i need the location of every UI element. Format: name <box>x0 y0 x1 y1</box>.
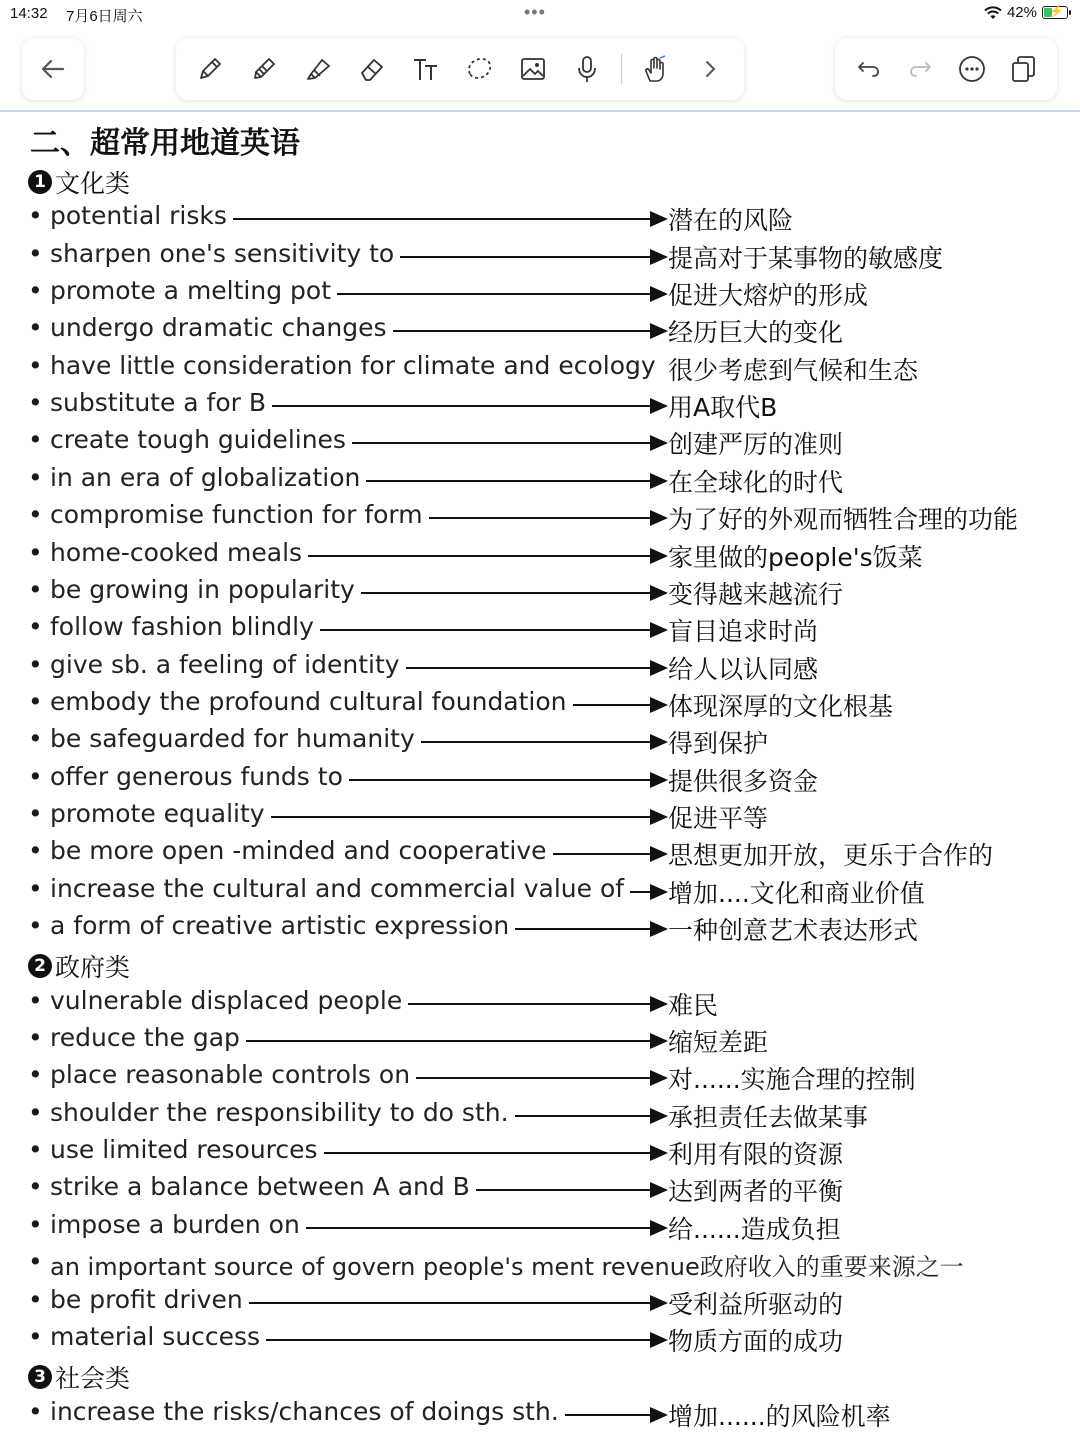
arrow-icon <box>320 629 666 631</box>
chinese-translation: 增加......的风险机率 <box>668 1401 891 1431</box>
arrow-icon <box>515 928 666 930</box>
pen-icon <box>195 54 225 84</box>
action-group <box>835 38 1057 100</box>
arrow-icon <box>565 1414 666 1416</box>
chinese-translation: 难民 <box>668 990 719 1020</box>
toolbar <box>0 28 1080 112</box>
wifi-icon <box>984 6 1002 20</box>
arrow-icon <box>416 1077 666 1079</box>
english-phrase: be growing in popularity <box>50 574 355 604</box>
english-phrase: be safeguarded for humanity <box>50 724 415 754</box>
list-item <box>28 1210 1068 1246</box>
bullet-icon: • <box>28 1396 43 1426</box>
list-item <box>28 538 1068 574</box>
undo-icon <box>854 54 884 84</box>
list-item <box>28 239 1068 275</box>
bullet-icon: • <box>28 873 43 903</box>
chinese-translation: 经历巨大的变化 <box>668 318 844 348</box>
redo-icon <box>905 54 935 84</box>
highlighter-tool-button[interactable] <box>298 49 338 89</box>
list-item <box>28 500 1068 536</box>
toolbar-separator <box>621 54 622 84</box>
arrow-icon <box>421 741 666 743</box>
list-item <box>28 425 1068 461</box>
arrow-icon <box>352 442 666 444</box>
arrow-icon <box>349 779 666 781</box>
chinese-translation: 体现深厚的文化根基 <box>668 691 894 721</box>
bullet-icon: • <box>28 1247 43 1277</box>
arrow-icon <box>246 1040 666 1042</box>
more-tools-button[interactable] <box>690 49 730 89</box>
bullet-icon: • <box>28 798 43 828</box>
english-phrase: promote a melting pot <box>50 276 331 306</box>
english-phrase: be profit driven <box>50 1284 243 1314</box>
chinese-translation: 达到两者的平衡 <box>668 1177 844 1207</box>
status-bar <box>0 0 1080 28</box>
chinese-translation: 促进平等 <box>668 803 769 833</box>
pages-button[interactable] <box>1003 49 1043 89</box>
list-item <box>28 463 1068 499</box>
status-date: 7月6日周六 <box>66 8 143 25</box>
arrow-icon <box>266 1339 666 1341</box>
chinese-translation: 增加....文化和商业价值 <box>668 878 925 908</box>
chinese-translation: 承担责任去做某事 <box>668 1102 869 1132</box>
battery-icon: ⚡ <box>1042 6 1068 19</box>
english-phrase: increase the risks/chances of doings sth. <box>50 1396 559 1426</box>
list-item <box>28 276 1068 312</box>
hand-tool-button[interactable] <box>636 49 676 89</box>
arrow-icon <box>476 1189 666 1191</box>
more-icon <box>957 54 987 84</box>
list-item <box>28 1023 1068 1059</box>
bullet-icon: • <box>28 574 43 604</box>
chinese-translation: 用A取代B <box>668 393 778 423</box>
arrow-icon <box>429 517 666 519</box>
english-phrase: create tough guidelines <box>50 425 346 455</box>
bullet-icon: • <box>28 836 43 866</box>
english-phrase: offer generous funds to <box>50 761 343 791</box>
bullet-icon: • <box>28 350 43 380</box>
chinese-translation: 家里做的people's饭菜 <box>668 542 923 572</box>
section-header <box>28 1359 130 1395</box>
section-title: 政府类 <box>55 953 131 983</box>
pencil-tool-button[interactable] <box>244 49 284 89</box>
list-item <box>28 762 1068 798</box>
list-item <box>28 201 1068 237</box>
english-phrase: place reasonable controls on <box>50 1060 411 1090</box>
list-item <box>28 874 1068 910</box>
chevron-right-icon <box>695 54 725 84</box>
english-phrase: impose a burden on <box>50 1209 300 1239</box>
chinese-translation: 得到保护 <box>668 729 769 759</box>
section-title: 文化类 <box>55 169 131 198</box>
list-item <box>28 799 1068 835</box>
list-item <box>28 836 1068 872</box>
bullet-icon: • <box>28 313 43 343</box>
chinese-translation: 思想更加开放，更乐于合作的 <box>668 841 994 871</box>
bullet-icon: • <box>28 1284 43 1314</box>
pencil-icon <box>249 54 279 84</box>
chinese-translation: 促进大熔炉的形成 <box>668 281 869 311</box>
microphone-tool-button[interactable] <box>567 49 607 89</box>
english-phrase: strike a balance between A and B <box>50 1172 470 1202</box>
chinese-translation: 利用有限的资源 <box>668 1140 844 1170</box>
list-item <box>28 650 1068 686</box>
more-options-button[interactable] <box>952 49 992 89</box>
arrow-icon <box>233 218 666 220</box>
english-phrase: undergo dramatic changes <box>50 313 387 343</box>
list-item <box>28 1247 1068 1283</box>
pages-icon <box>1008 54 1038 84</box>
arrow-icon <box>366 480 666 482</box>
undo-button[interactable] <box>849 49 889 89</box>
english-phrase: shoulder the responsibility to do sth. <box>50 1097 509 1127</box>
bullet-icon: • <box>28 724 43 754</box>
toolbar-divider <box>0 110 1080 112</box>
section-number-badge: 2 <box>28 954 52 978</box>
bullet-icon: • <box>28 1023 43 1053</box>
english-phrase: give sb. a feeling of identity <box>50 649 400 679</box>
bullet-icon: • <box>28 911 43 940</box>
bullet-icon: • <box>28 425 43 455</box>
english-phrase: embody the profound cultural foundation <box>50 686 567 716</box>
english-phrase: promote equality <box>50 798 265 828</box>
english-phrase: a form of creative artistic expression <box>50 911 510 940</box>
tool-palette <box>176 38 744 100</box>
bullet-icon: • <box>28 761 43 791</box>
english-phrase: home-cooked meals <box>50 537 303 567</box>
english-phrase: compromise function for form <box>50 500 423 530</box>
bullet-icon: • <box>28 612 43 642</box>
section-header <box>28 948 130 984</box>
microphone-icon <box>572 54 602 84</box>
chinese-translation: 在全球化的时代 <box>668 467 844 497</box>
arrow-icon <box>400 256 666 258</box>
list-item <box>28 1060 1068 1096</box>
bullet-icon: • <box>28 462 43 492</box>
arrow-icon <box>630 891 666 893</box>
bullet-icon: • <box>28 500 43 530</box>
chinese-translation: 盲目追求时尚 <box>668 617 819 647</box>
multitasking-dots[interactable]: ••• <box>524 2 546 22</box>
arrow-icon <box>306 1227 666 1229</box>
chinese-translation: 提高对于某事物的敏感度 <box>668 243 944 273</box>
english-phrase: an important source of govern people's ment revenue政府收入的重要来源之一 <box>50 1253 964 1282</box>
text-icon <box>411 54 441 84</box>
image-icon <box>518 54 548 84</box>
arrow-icon <box>393 330 667 332</box>
english-phrase: reduce the gap <box>50 1023 240 1053</box>
list-item <box>28 1098 1068 1134</box>
bullet-icon: • <box>28 1209 43 1239</box>
battery-percent: 42% <box>1006 4 1037 21</box>
english-phrase: vulnerable displaced people <box>50 985 403 1015</box>
list-item <box>28 986 1068 1022</box>
text-tool-button[interactable] <box>406 49 446 89</box>
list-item <box>28 724 1068 760</box>
list-item <box>28 575 1068 611</box>
bullet-icon: • <box>28 649 43 679</box>
list-item <box>28 351 1068 387</box>
bullet-icon: • <box>28 985 43 1015</box>
back-arrow-icon <box>39 55 67 83</box>
bullet-icon: • <box>28 1097 43 1127</box>
arrow-icon <box>324 1152 666 1154</box>
bullet-icon: • <box>28 1321 43 1351</box>
list-item <box>28 1397 1068 1433</box>
lasso-tool-button[interactable] <box>459 49 499 89</box>
bullet-icon: • <box>28 1172 43 1202</box>
bullet-icon: • <box>28 388 43 418</box>
image-tool-button[interactable] <box>513 49 553 89</box>
arrow-icon <box>271 816 666 818</box>
list-item <box>28 1135 1068 1171</box>
chinese-translation: 物质方面的成功 <box>668 1326 844 1356</box>
section-number-badge: 1 <box>28 170 52 194</box>
chinese-translation: 对......实施合理的控制 <box>668 1065 916 1095</box>
hand-icon <box>641 54 671 84</box>
arrow-icon <box>308 555 666 557</box>
section-number-badge: 3 <box>28 1365 52 1389</box>
chinese-translation: 很少考虑到气候和生态 <box>668 355 919 385</box>
english-phrase: follow fashion blindly <box>50 612 314 642</box>
arrow-icon <box>249 1302 666 1304</box>
english-phrase: increase the cultural and commercial value of <box>50 873 625 903</box>
chinese-translation: 创建严厉的准则 <box>668 430 844 460</box>
arrow-icon <box>515 1115 666 1117</box>
highlighter-icon <box>303 54 333 84</box>
bullet-icon: • <box>28 1060 43 1090</box>
list-item <box>28 911 1068 947</box>
english-phrase: have little consideration for climate and ecology <box>50 350 656 380</box>
chinese-translation: 提供很多资金 <box>668 766 819 796</box>
english-phrase: substitute a for B <box>50 388 267 418</box>
status-time: 14:32 <box>10 5 48 22</box>
lasso-icon <box>464 54 494 84</box>
english-phrase: material success <box>50 1321 261 1351</box>
chinese-translation: 缩短差距 <box>668 1028 769 1058</box>
list-item <box>28 388 1068 424</box>
list-item <box>28 1172 1068 1208</box>
chinese-translation: 给人以认同感 <box>668 654 819 684</box>
list-item <box>28 687 1068 723</box>
arrow-icon <box>361 592 666 594</box>
english-phrase: potential risks <box>50 201 227 231</box>
arrow-icon <box>573 704 666 706</box>
eraser-tool-button[interactable] <box>352 49 392 89</box>
back-button[interactable] <box>22 38 84 100</box>
eraser-icon <box>357 54 387 84</box>
chinese-translation: 一种创意艺术表达形式 <box>668 916 919 945</box>
english-phrase: use limited resources <box>50 1135 318 1165</box>
chinese-translation: 给......造成负担 <box>668 1214 841 1244</box>
note-heading: 二、超常用地道英语 <box>30 126 300 161</box>
section-title: 社会类 <box>55 1364 131 1394</box>
bullet-icon: • <box>28 686 43 716</box>
arrow-icon <box>337 293 666 295</box>
bullet-icon: • <box>28 238 43 268</box>
pen-tool-button[interactable] <box>190 49 230 89</box>
list-item <box>28 1285 1068 1321</box>
chinese-translation: 潜在的风险 <box>668 206 794 236</box>
english-phrase: in an era of globalization <box>50 462 361 492</box>
arrow-icon <box>272 405 666 407</box>
chinese-translation: 变得越来越流行 <box>668 579 844 609</box>
chinese-translation: 为了好的外观而牺牲合理的功能 <box>668 505 1019 535</box>
bullet-icon: • <box>28 1135 43 1165</box>
arrow-icon <box>553 853 666 855</box>
redo-button[interactable] <box>900 49 940 89</box>
english-phrase: be more open -minded and cooperative <box>50 836 547 866</box>
list-item <box>28 1322 1068 1358</box>
arrow-icon <box>406 667 666 669</box>
bullet-icon: • <box>28 201 43 231</box>
chinese-translation: 受利益所驱动的 <box>668 1289 844 1319</box>
list-item <box>28 612 1068 648</box>
bullet-icon: • <box>28 276 43 306</box>
english-phrase: sharpen one's sensitivity to <box>50 238 395 268</box>
arrow-icon <box>408 1003 666 1005</box>
section-header <box>28 164 130 200</box>
bullet-icon: • <box>28 537 43 567</box>
list-item <box>28 313 1068 349</box>
